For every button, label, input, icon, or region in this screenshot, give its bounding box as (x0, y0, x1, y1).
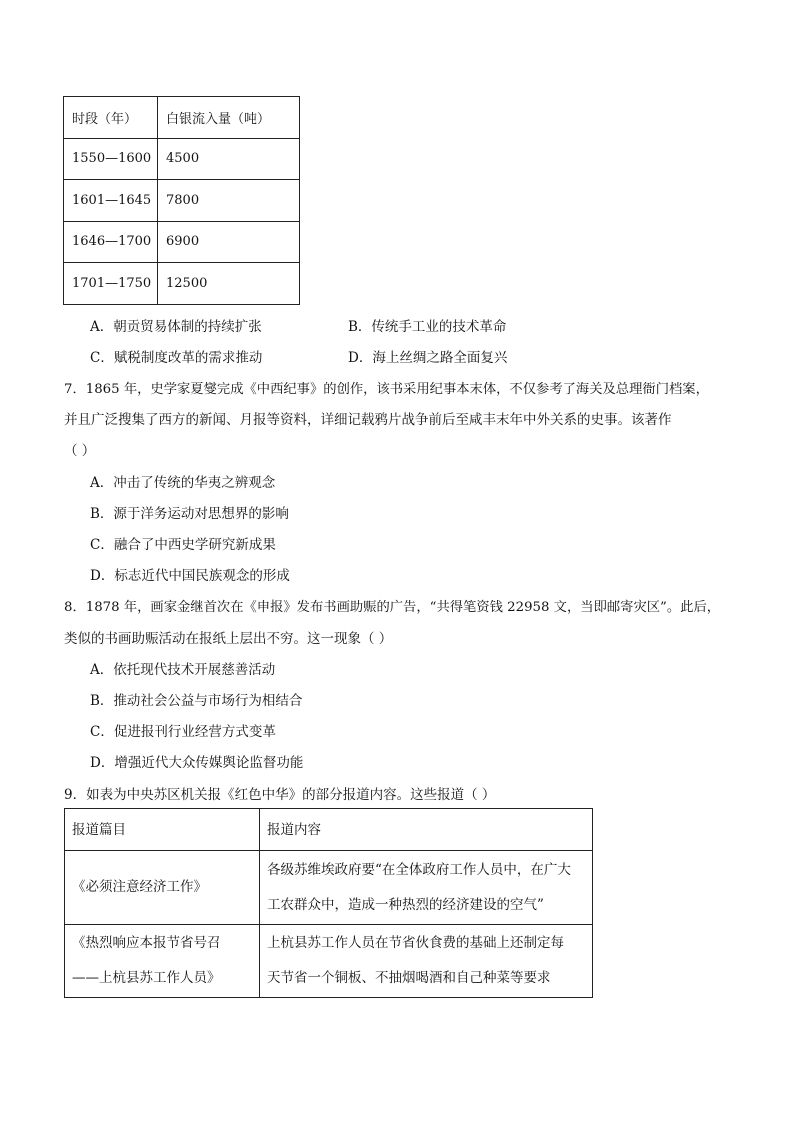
q8-option-a: A．依托现代技术开展慈善活动 (90, 662, 276, 678)
table-cell: 12500 (158, 263, 300, 305)
table-header-row (64, 97, 300, 139)
table-header-cell: 报道篇目 (65, 809, 260, 851)
table-row (64, 263, 300, 305)
q7-stem-line1: 7．1865 年，史学家夏燮完成《中西纪事》的创作，该书采用纪事本末体，不仅参考了海关及总理衙门档案， (64, 382, 709, 397)
q9-stem-line1: 9．如表为中央苏区机关报《红色中华》的部分报道内容。这些报道（ ） (64, 787, 496, 803)
silver-inflow-table (63, 96, 300, 305)
q7-option-b: B．源于洋务运动对思想界的影响 (90, 506, 289, 522)
report-table (64, 808, 593, 998)
q8-stem-line1: 8．1878 年，画家金继首次在《申报》发布书画助赈的广告，“共得笔资钱 22958 文，当即邮寄灾区”。此后， (64, 600, 721, 615)
q8-option-c: C．促进报刊行业经营方式变革 (90, 724, 276, 740)
table-row (64, 180, 300, 222)
table-cell: 1601—1645 (64, 180, 158, 222)
report-content-line: 工农群众中，造成一种热烈的经济建设的空气” (267, 896, 544, 913)
table-row (65, 851, 593, 925)
table-row (65, 925, 593, 998)
report-title-line: 《必须注意经济工作》 (72, 879, 207, 895)
table-cell: 1550—1600 (64, 138, 158, 180)
q7-answer-blank: （ ） (64, 443, 96, 459)
table-header-cell: 报道内容 (260, 809, 593, 851)
table-cell: 7800 (158, 180, 300, 222)
table-cell: 6900 (158, 221, 300, 263)
report-title-line: 《热烈响应本报节省号召 (72, 935, 221, 951)
q7-option-d: D．标志近代中国民族观念的形成 (90, 568, 290, 584)
q8-option-b: B．推动社会公益与市场行为相结合 (90, 693, 303, 709)
q6-option-d: D．海上丝绸之路全面复兴 (348, 350, 508, 366)
q6-option-b: B．传统手工业的技术革命 (348, 319, 507, 335)
q7-option-c: C．融合了中西史学研究新成果 (90, 537, 276, 553)
q8-stem-line2: 类似的书画助赈活动在报纸上层出不穷。这一现象（ ） (64, 631, 393, 647)
q7-stem-line2: 并且广泛搜集了西方的新闻、月报等资料，详细记载鸦片战争前后至咸丰末年中外关系的史事。该著作 (64, 412, 672, 428)
table-row (64, 138, 300, 180)
table-header-row (65, 809, 593, 851)
q8-option-d: D．增强近代大众传媒舆论监督功能 (90, 755, 304, 771)
report-content-line: 上杭县苏工作人员在节省伙食费的基础上还制定每 (267, 935, 564, 951)
table-cell: 1701—1750 (64, 263, 158, 305)
table-cell (260, 851, 593, 925)
table-header-cell: 白银流入量（吨） (158, 97, 300, 139)
report-content-line: 各级苏维埃政府要“在全体政府工作人员中，在广大 (267, 861, 571, 878)
table-cell: 1646—1700 (64, 221, 158, 263)
table-cell: 4500 (158, 138, 300, 180)
table-row (64, 221, 300, 263)
q6-option-a: A．朝贡贸易体制的持续扩张 (90, 319, 262, 335)
q7-option-a: A．冲击了传统的华夷之辨观念 (90, 475, 276, 491)
report-title-line: ——上杭县苏工作人员》 (72, 970, 221, 986)
table-header-cell: 时段（年） (64, 97, 158, 139)
q6-option-c: C．赋税制度改革的需求推动 (90, 350, 263, 366)
table-cell (65, 851, 260, 925)
table-cell (260, 925, 593, 998)
report-content-line: 天节省一个铜板、不抽烟喝酒和自己种菜等要求 (267, 970, 551, 986)
table-cell (65, 925, 260, 998)
